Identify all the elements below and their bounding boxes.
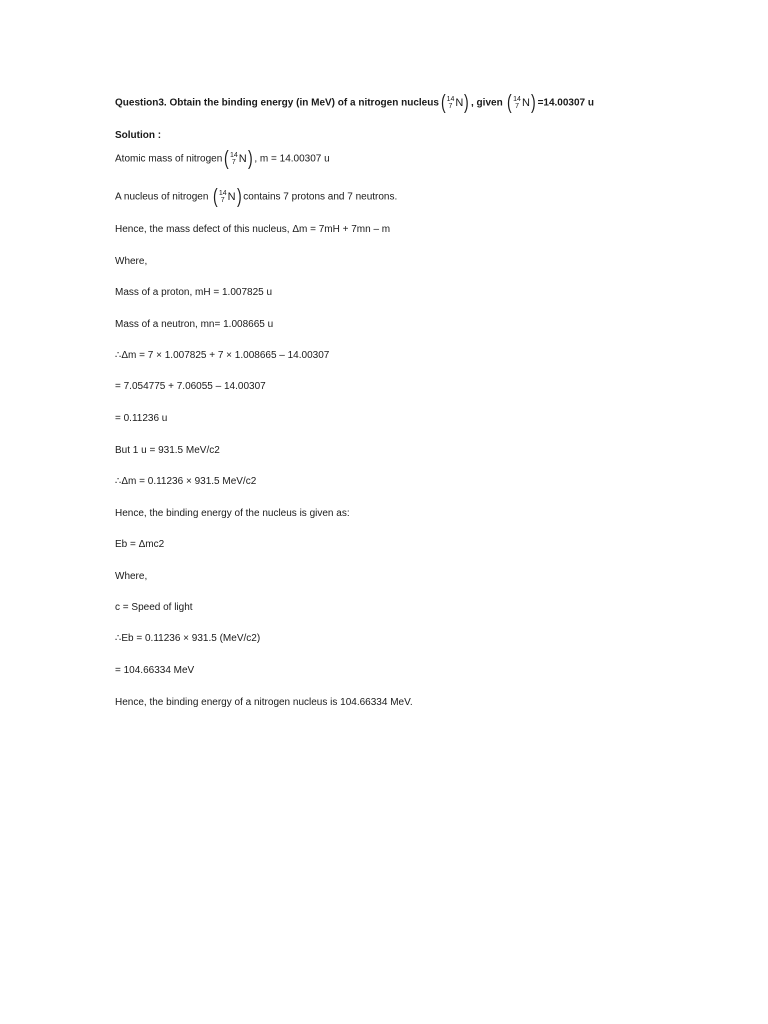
neutron-mass-line: Mass of a neutron, mn= 1.008665 u	[115, 319, 274, 330]
nuclide-numbers	[447, 96, 455, 110]
atomic-mass-line	[115, 149, 330, 169]
close-paren: )	[236, 186, 242, 208]
close-paren: )	[530, 92, 536, 114]
mass-defect-result: = 0.11236 u	[115, 413, 168, 424]
element-symbol: N	[521, 97, 530, 109]
atomic-mass-text: Atomic mass of nitrogen	[115, 153, 223, 165]
nucleus-contains-line	[115, 187, 397, 207]
open-paren: (	[213, 186, 218, 208]
nitrogen-nuclide-symbol	[212, 187, 242, 207]
atomic-number: 7	[448, 103, 453, 110]
mass-number: 14	[218, 190, 227, 197]
mass-defect-definition: Hence, the mass defect of this nucleus, Δm = 7mH + 7mn – m	[115, 224, 391, 235]
nucleus-contains-rest: contains 7 protons and 7 neutrons.	[243, 191, 398, 203]
mass-number: 14	[229, 152, 238, 159]
mass-defect-step: = 7.054775 + 7.06055 – 14.00307	[115, 381, 266, 392]
nucleus-contains-text: A nucleus of nitrogen	[115, 191, 209, 203]
solution-label: Solution :	[115, 130, 162, 141]
mass-defect-energy-line: ∴Δm = 0.11236 × 931.5 MeV/c2	[115, 476, 257, 487]
unit-conversion-line: But 1 u = 931.5 MeV/c2	[115, 445, 220, 456]
binding-energy-formula: Eb = Δmc2	[115, 539, 165, 550]
proton-mass-line: Mass of a proton, mH = 1.007825 u	[115, 287, 273, 298]
mass-number: 14	[446, 96, 455, 103]
element-symbol: N	[227, 191, 236, 203]
binding-energy-substitution: ∴Eb = 0.11236 × 931.5 (MeV/c2)	[115, 633, 261, 644]
element-symbol: N	[238, 153, 247, 165]
open-paren: (	[224, 148, 229, 170]
atomic-number: 7	[515, 103, 519, 110]
mass-defect-substitution: ∴Δm = 7 × 1.007825 + 7 × 1.008665 – 14.00307	[115, 350, 330, 361]
question-given: , given	[471, 97, 503, 109]
speed-of-light-line: c = Speed of light	[115, 602, 193, 613]
nuclide-numbers	[230, 152, 238, 166]
where-label: Where,	[115, 256, 148, 267]
atomic-number: 7	[220, 197, 225, 204]
where-label: Where,	[115, 571, 148, 582]
atomic-number: 7	[231, 159, 236, 166]
close-paren: )	[464, 92, 469, 114]
question-mass-value: =14.00307 u	[537, 97, 594, 109]
nuclide-numbers	[219, 190, 227, 204]
binding-energy-result: = 104.66334 MeV	[115, 665, 195, 676]
conclusion-line: Hence, the binding energy of a nitrogen nucleus is 104.66334 MeV.	[115, 697, 413, 708]
question-text: Question3. Obtain the binding energy (in MeV) of a nitrogen nucleus	[115, 97, 439, 109]
question-heading	[115, 93, 594, 113]
open-paren: (	[440, 92, 446, 114]
open-paren: (	[507, 92, 513, 114]
nitrogen-nuclide-symbol	[506, 93, 536, 113]
element-symbol: N	[455, 97, 464, 109]
mass-number: 14	[513, 96, 521, 103]
nuclide-numbers	[513, 96, 521, 110]
atomic-mass-value: , m = 14.00307 u	[254, 153, 330, 165]
nitrogen-nuclide-symbol	[440, 93, 470, 113]
binding-energy-intro: Hence, the binding energy of the nucleus is given as:	[115, 508, 350, 519]
nitrogen-nuclide-symbol	[223, 149, 253, 169]
close-paren: )	[247, 148, 253, 170]
